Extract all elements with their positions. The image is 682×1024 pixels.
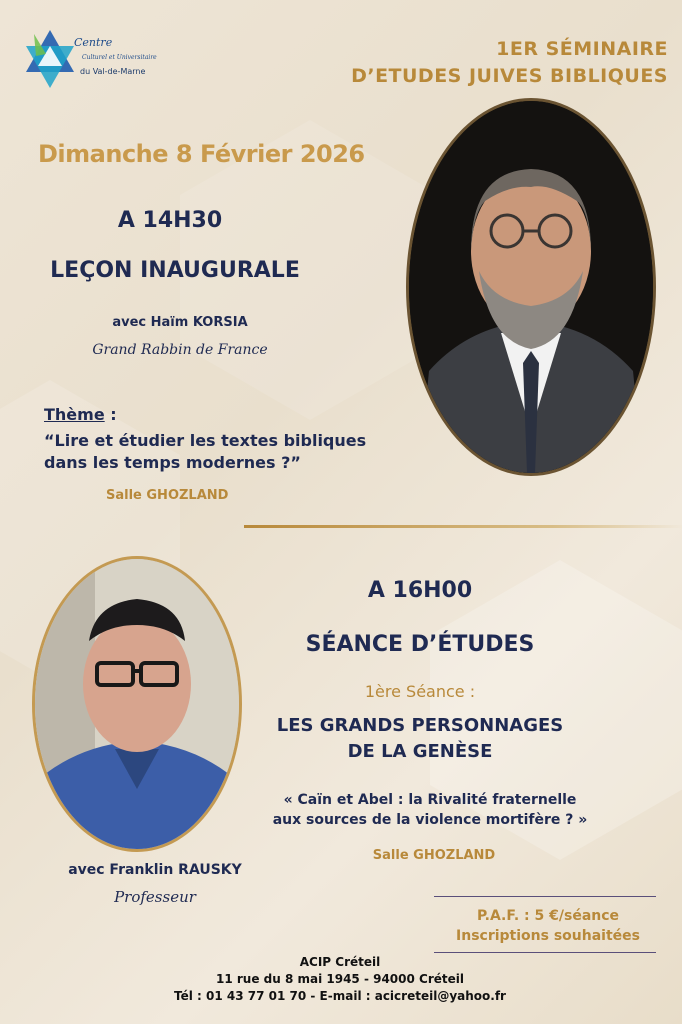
footer-organization: ACIP Créteil — [299, 955, 381, 969]
theme-text — [44, 430, 444, 474]
star-of-david-icon — [22, 28, 78, 90]
session2-quote-line-1: « Caïn et Abel : la Rivalité fraternelle — [283, 792, 577, 808]
logo-line-1: Centre — [74, 36, 113, 49]
session2-topic-line-2: DE LA GENÈSE — [347, 741, 493, 762]
session1-speaker: avec Haïm KORSIA — [112, 315, 248, 330]
session2-speaker: avec Franklin RAUSKY — [68, 862, 242, 878]
session2-topic — [240, 713, 600, 765]
section-divider — [244, 525, 682, 528]
paf-price: P.A.F. : 5 €/séance — [476, 908, 620, 924]
session2-time: A 16H00 — [367, 578, 473, 603]
seminar-title — [228, 36, 668, 90]
session1-time: A 14H30 — [117, 208, 223, 233]
paf-info — [430, 906, 666, 946]
logo-line-3: du Val-de-Marne — [80, 67, 146, 76]
theme-colon: : — [104, 405, 117, 424]
paf-top-rule — [434, 896, 656, 897]
session2-topic-line-1: LES GRANDS PERSONNAGES — [276, 715, 564, 736]
session2-speaker-title: Professeur — [114, 888, 196, 906]
theme-line-2: dans les temps modernes ?” — [44, 453, 301, 472]
theme-heading — [44, 405, 117, 424]
theme-label: Thème — [44, 405, 105, 424]
seminar-title-line-2: D’ETUDES JUIVES BIBLIQUES — [351, 65, 668, 87]
session2-room: Salle GHOZLAND — [372, 848, 496, 863]
theme-line-1: “Lire et étudier les textes bibliques — [44, 431, 367, 450]
session2-number: 1ère Séance : — [364, 682, 476, 701]
session2-name: SÉANCE D’ÉTUDES — [305, 632, 535, 657]
footer-contact — [100, 954, 580, 1005]
paf-registration: Inscriptions souhaitées — [456, 928, 640, 944]
footer-address: 11 rue du 8 mai 1945 - 94000 Créteil — [215, 972, 464, 986]
session2-quote — [200, 790, 660, 830]
session2-quote-line-2: aux sources de la violence mortifère ? » — [272, 812, 588, 828]
session1-speaker-title: Grand Rabbin de France — [92, 342, 268, 358]
seminar-title-line-1: 1ER SÉMINAIRE — [496, 38, 668, 60]
logo-line-2: Culturel et Universitaire — [82, 54, 157, 61]
event-date: Dimanche 8 Février 2026 — [38, 140, 365, 168]
portrait-haim-korsia — [406, 98, 656, 476]
speaker-photo — [409, 101, 653, 473]
session1-name: LEÇON INAUGURALE — [50, 258, 300, 283]
paf-bottom-rule — [434, 952, 656, 953]
session1-room: Salle GHOZLAND — [106, 488, 229, 503]
footer-phone-email: Tél : 01 43 77 01 70 - E-mail : acicreteil@yahoo.fr — [174, 989, 506, 1003]
logo — [22, 28, 78, 94]
